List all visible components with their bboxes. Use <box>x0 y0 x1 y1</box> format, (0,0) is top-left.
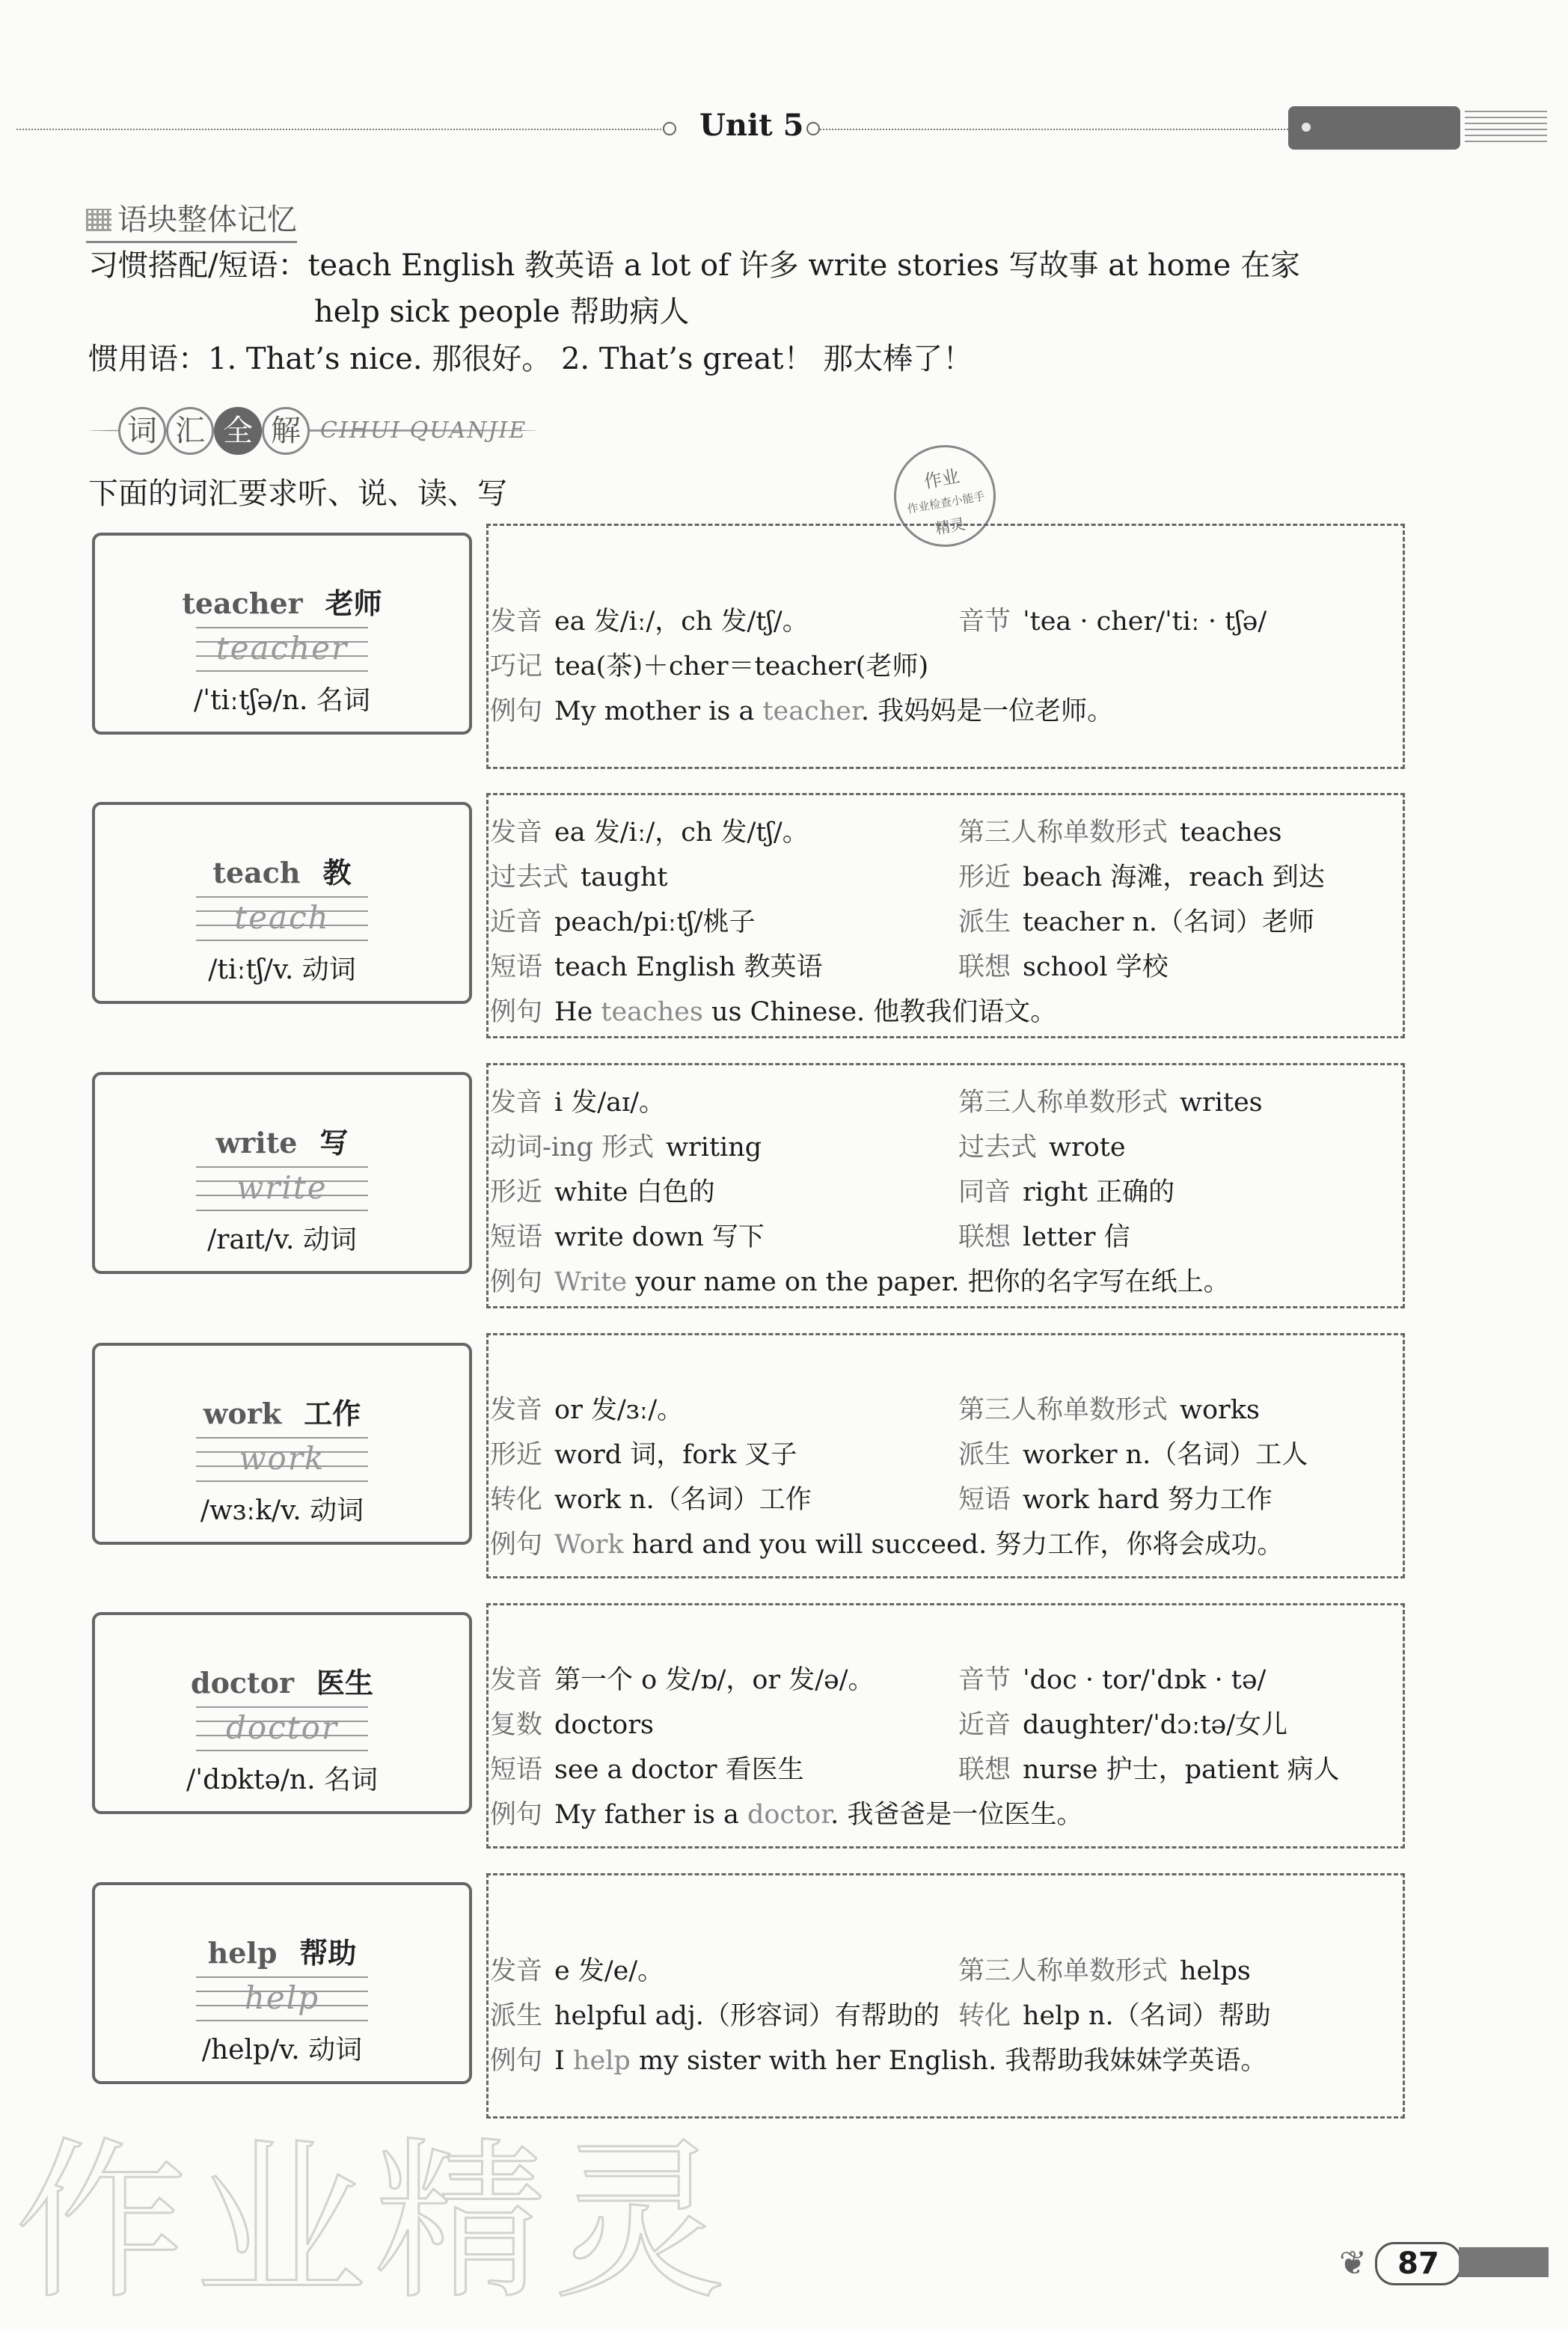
row-text: teach English 教英语 <box>554 952 823 982</box>
detail-row-right <box>958 857 1325 894</box>
word-heading <box>95 1930 469 1971</box>
row-text: nurse 护士，patient 病人 <box>1023 1755 1340 1785</box>
word-cn: 老师 <box>325 586 382 620</box>
tab-dot-icon <box>1302 123 1311 132</box>
detail-row-right <box>958 1171 1175 1209</box>
row-text: wrote <box>1049 1133 1126 1163</box>
row-label: 例句 <box>490 1530 543 1560</box>
word-phonetic: /ˈdɒktə/n. 名词 <box>186 1765 378 1795</box>
writing-lines <box>196 896 368 941</box>
row-label: 联想 <box>958 952 1011 982</box>
row-label: 第三人称单数形式 <box>958 818 1169 848</box>
unit-title: Unit 5 <box>699 108 804 143</box>
row-label: 第三人称单数形式 <box>958 1088 1169 1118</box>
row-label: 近音 <box>958 1710 1011 1740</box>
detail-row <box>490 1082 665 1119</box>
collocations-line-1: 习惯搭配/短语：teach English 教英语 a lot of 许多 write stories 写故事 at home 在家 <box>88 248 1300 283</box>
row-label: 巧记 <box>490 652 543 681</box>
word-en: help <box>207 1936 278 1970</box>
vocab-char-2: 汇 <box>166 407 214 455</box>
example-highlight: help <box>572 2046 631 2076</box>
row-text: white 白色的 <box>554 1177 715 1207</box>
trace-word: write <box>236 1169 328 1206</box>
header-circle-right <box>806 122 820 135</box>
row-text: tea(茶)＋cher＝teacher(老师) <box>554 652 929 681</box>
row-label: 联想 <box>958 1755 1011 1785</box>
row-label: 例句 <box>490 696 543 726</box>
row-label: 派生 <box>958 1440 1011 1470</box>
detail-row <box>490 1524 1283 1561</box>
vocab-char-1: 词 <box>118 407 166 455</box>
row-label: 转化 <box>490 1485 543 1515</box>
word-detail-box-teach <box>486 793 1405 1038</box>
row-label: 过去式 <box>958 1133 1038 1163</box>
detail-row-right <box>958 1389 1260 1427</box>
detail-row <box>490 1749 804 1786</box>
row-text: worker n.（名词）工人 <box>1023 1440 1308 1470</box>
detail-row-right <box>958 1479 1273 1516</box>
row-text: peach/piːtʃ/桃子 <box>554 907 756 937</box>
row-text: letter 信 <box>1023 1222 1130 1252</box>
writing-lines <box>196 1706 368 1751</box>
row-text: help n.（名词）帮助 <box>1023 2001 1271 2031</box>
row-label: 形近 <box>490 1177 543 1207</box>
chunk-section-title <box>86 196 297 239</box>
detail-row-right <box>958 1216 1130 1254</box>
detail-row-right <box>958 1434 1308 1471</box>
page-number: 87 <box>1375 2242 1462 2285</box>
row-text: teaches <box>1180 818 1282 848</box>
example-pre: My mother is a <box>554 696 763 726</box>
row-label: 例句 <box>490 2046 543 2076</box>
row-text: ea 发/iː/，ch 发/tʃ/。 <box>554 818 809 848</box>
word-card-teach <box>92 802 472 1004</box>
row-text: see a doctor 看医生 <box>554 1755 804 1785</box>
word-cn: 帮助 <box>299 1936 357 1970</box>
stamp-line-1: 作业 <box>922 465 962 493</box>
watermark: 作业精灵 <box>15 2123 734 2323</box>
collocations-line-2: help sick people 帮助病人 <box>314 295 690 329</box>
word-heading <box>95 1660 469 1701</box>
detail-row <box>490 1216 765 1254</box>
word-card-help <box>92 1882 472 2084</box>
detail-row <box>490 1389 683 1427</box>
row-label: 发音 <box>490 1956 543 1986</box>
detail-row <box>490 857 668 894</box>
example-post: . 我爸爸是一位医生。 <box>830 1800 1083 1830</box>
vocab-intro: 下面的词汇要求听、说、读、写 <box>88 477 507 511</box>
header-tab <box>1288 106 1460 150</box>
word-en: work <box>203 1397 282 1430</box>
example-highlight: doctor <box>747 1800 831 1830</box>
row-text: 第一个 o 发/ɒ/，or 发/ə/。 <box>554 1665 875 1695</box>
detail-row-right <box>958 601 1267 638</box>
example-highlight: teaches <box>601 997 703 1027</box>
vocab-latin: CIHUI QUANJIE <box>320 417 527 444</box>
chunk-title-text: 语块整体记忆 <box>117 203 297 237</box>
detail-row <box>490 1127 762 1164</box>
row-label: 例句 <box>490 1267 543 1297</box>
row-text: helps <box>1180 1956 1251 1986</box>
row-label: 动词-ing 形式 <box>490 1133 655 1163</box>
detail-row <box>490 1261 1230 1299</box>
example-highlight: Write <box>554 1267 628 1297</box>
detail-row-right <box>958 1127 1126 1164</box>
trace-word: work <box>239 1440 325 1477</box>
row-text: doctors <box>554 1710 654 1740</box>
row-label: 短语 <box>490 1222 543 1252</box>
row-label: 例句 <box>490 997 543 1027</box>
vocab-section-header <box>88 404 560 456</box>
word-en: write <box>215 1126 298 1160</box>
detail-row-right <box>958 1950 1251 1988</box>
word-en: doctor <box>191 1666 294 1700</box>
example-post: my sister with her English. 我帮助我妹妹学英语。 <box>630 2046 1267 2076</box>
row-text: work hard 努力工作 <box>1023 1485 1273 1515</box>
grid-icon <box>86 209 111 231</box>
word-card-doctor <box>92 1612 472 1814</box>
row-text: i 发/aɪ/。 <box>554 1088 665 1118</box>
word-cn: 工作 <box>304 1397 361 1430</box>
row-text: right 正确的 <box>1023 1177 1175 1207</box>
word-phonetic: /tiːtʃ/v. 动词 <box>208 955 356 985</box>
row-label: 发音 <box>490 1395 543 1425</box>
word-phonetic: /raɪt/v. 动词 <box>207 1225 357 1255</box>
detail-row <box>490 812 809 849</box>
detail-row-right <box>958 946 1169 984</box>
word-card-work <box>92 1343 472 1545</box>
example-highlight: Work <box>554 1530 624 1560</box>
example-post: us Chinese. 他教我们语文。 <box>702 997 1057 1027</box>
row-label: 发音 <box>490 607 543 637</box>
trace-word: teacher <box>215 630 349 667</box>
row-label: 第三人称单数形式 <box>958 1956 1169 1986</box>
detail-row-right <box>958 1749 1340 1786</box>
word-heading <box>95 581 469 622</box>
word-heading <box>95 1391 469 1432</box>
word-detail-box-help <box>486 1873 1405 2119</box>
row-label: 音节 <box>958 1665 1011 1695</box>
row-label: 过去式 <box>490 863 569 892</box>
detail-row <box>490 646 928 683</box>
row-label: 派生 <box>490 2001 543 2031</box>
word-detail-box-write <box>486 1063 1405 1308</box>
detail-row <box>490 2040 1267 2077</box>
header-stripes <box>1465 111 1547 147</box>
detail-row <box>490 1950 664 1988</box>
idioms-line: 惯用语：1. That’s nice. 那很好。 2. That’s great！ 那太棒了！ <box>88 342 973 376</box>
header-rule-left <box>16 129 667 130</box>
trace-word: teach <box>234 899 330 936</box>
example-post: hard and you will succeed. 努力工作，你将会成功。 <box>623 1530 1284 1560</box>
detail-row-right <box>958 901 1314 939</box>
header-rule-right <box>820 129 1291 130</box>
detail-row <box>490 1479 812 1516</box>
word-en: teacher <box>182 586 303 620</box>
example-pre: He <box>554 997 601 1027</box>
writing-lines <box>196 1976 368 2021</box>
row-text: writes <box>1180 1088 1263 1118</box>
word-heading <box>95 1120 469 1161</box>
word-cn: 教 <box>322 856 352 889</box>
stamp-line-3: 精灵 <box>934 515 967 538</box>
word-detail-box-doctor <box>486 1603 1405 1848</box>
detail-row <box>490 1704 654 1742</box>
vocab-char-3: 全 <box>214 407 262 455</box>
word-detail-box-teacher <box>486 524 1405 769</box>
row-label: 音节 <box>958 607 1011 637</box>
detail-row <box>490 1659 875 1697</box>
row-text: write down 写下 <box>554 1222 765 1252</box>
trace-word: doctor <box>226 1709 338 1746</box>
writing-lines <box>196 1437 368 1482</box>
detail-row-right <box>958 1704 1287 1742</box>
example-highlight: teacher <box>762 696 861 726</box>
row-text: e 发/e/。 <box>554 1956 664 1986</box>
footer-bar <box>1459 2247 1549 2277</box>
row-label: 同音 <box>958 1177 1011 1207</box>
word-en: teach <box>212 856 301 889</box>
example-pre: My father is a <box>554 1800 748 1830</box>
example-post: your name on the paper. 把你的名字写在纸上。 <box>627 1267 1230 1297</box>
row-text: writing <box>666 1133 762 1163</box>
writing-lines <box>196 1166 368 1211</box>
word-phonetic: /ˈtiːtʃə/n. 名词 <box>194 685 370 716</box>
word-phonetic: /help/v. 动词 <box>201 2035 363 2065</box>
example-post: . 我妈妈是一位老师。 <box>860 696 1114 726</box>
writing-lines <box>196 627 368 672</box>
row-label: 例句 <box>490 1800 543 1830</box>
detail-row <box>490 991 1056 1029</box>
row-text: word 词，fork 叉子 <box>554 1440 797 1470</box>
detail-row <box>490 1995 940 2033</box>
detail-row <box>490 901 756 939</box>
detail-row-right <box>958 1082 1263 1119</box>
row-label: 复数 <box>490 1710 543 1740</box>
row-text: ea 发/iː/，ch 发/tʃ/。 <box>554 607 809 637</box>
row-text: or 发/ɜː/。 <box>554 1395 684 1425</box>
row-label: 短语 <box>958 1485 1011 1515</box>
row-label: 发音 <box>490 818 543 848</box>
word-card-teacher <box>92 533 472 735</box>
detail-row-right <box>958 812 1281 849</box>
detail-row <box>490 1794 1082 1831</box>
detail-row <box>490 601 809 638</box>
row-text: teacher n.（名词）老师 <box>1023 907 1315 937</box>
detail-row-right <box>958 1659 1266 1697</box>
word-heading <box>95 850 469 891</box>
row-label: 发音 <box>490 1665 543 1695</box>
row-label: 形近 <box>958 863 1011 892</box>
word-phonetic: /wɜːk/v. 动词 <box>200 1495 364 1526</box>
row-text: daughter/ˈdɔːtə/女儿 <box>1023 1710 1288 1740</box>
stamp-line-2: 作业检查小能手 <box>906 488 986 516</box>
row-text: ˈdoc · tor/ˈdɒk · tə/ <box>1023 1665 1267 1695</box>
row-label: 联想 <box>958 1222 1011 1252</box>
row-text: works <box>1180 1395 1260 1425</box>
detail-row <box>490 1171 715 1209</box>
vocab-char-4: 解 <box>262 407 310 455</box>
detail-row <box>490 690 1113 728</box>
row-text: taught <box>581 863 668 892</box>
word-cn: 写 <box>319 1126 349 1160</box>
word-cn: 医生 <box>316 1666 373 1700</box>
row-label: 发音 <box>490 1088 543 1118</box>
row-text: work n.（名词）工作 <box>554 1485 812 1515</box>
row-text: ˈtea · cher/ˈtiː · tʃə/ <box>1023 607 1267 637</box>
row-label: 第三人称单数形式 <box>958 1395 1169 1425</box>
row-text: beach 海滩，reach 到达 <box>1023 863 1325 892</box>
row-label: 近音 <box>490 907 543 937</box>
row-label: 形近 <box>490 1440 543 1470</box>
detail-row-right <box>958 1995 1271 2033</box>
row-label: 短语 <box>490 1755 543 1785</box>
header-circle-left <box>663 122 676 135</box>
detail-row <box>490 1434 797 1471</box>
example-pre: I <box>554 2046 573 2076</box>
row-label: 派生 <box>958 907 1011 937</box>
word-detail-box-work <box>486 1333 1405 1578</box>
word-card-write <box>92 1072 472 1274</box>
row-label: 转化 <box>958 2001 1011 2031</box>
row-text: helpful adj.（形容词）有帮助的 <box>554 2001 940 2031</box>
trace-word: help <box>244 1979 320 2016</box>
detail-row <box>490 946 822 984</box>
row-label: 短语 <box>490 952 543 982</box>
row-text: school 学校 <box>1023 952 1169 982</box>
leaf-icon: ❦ <box>1339 2244 1367 2282</box>
